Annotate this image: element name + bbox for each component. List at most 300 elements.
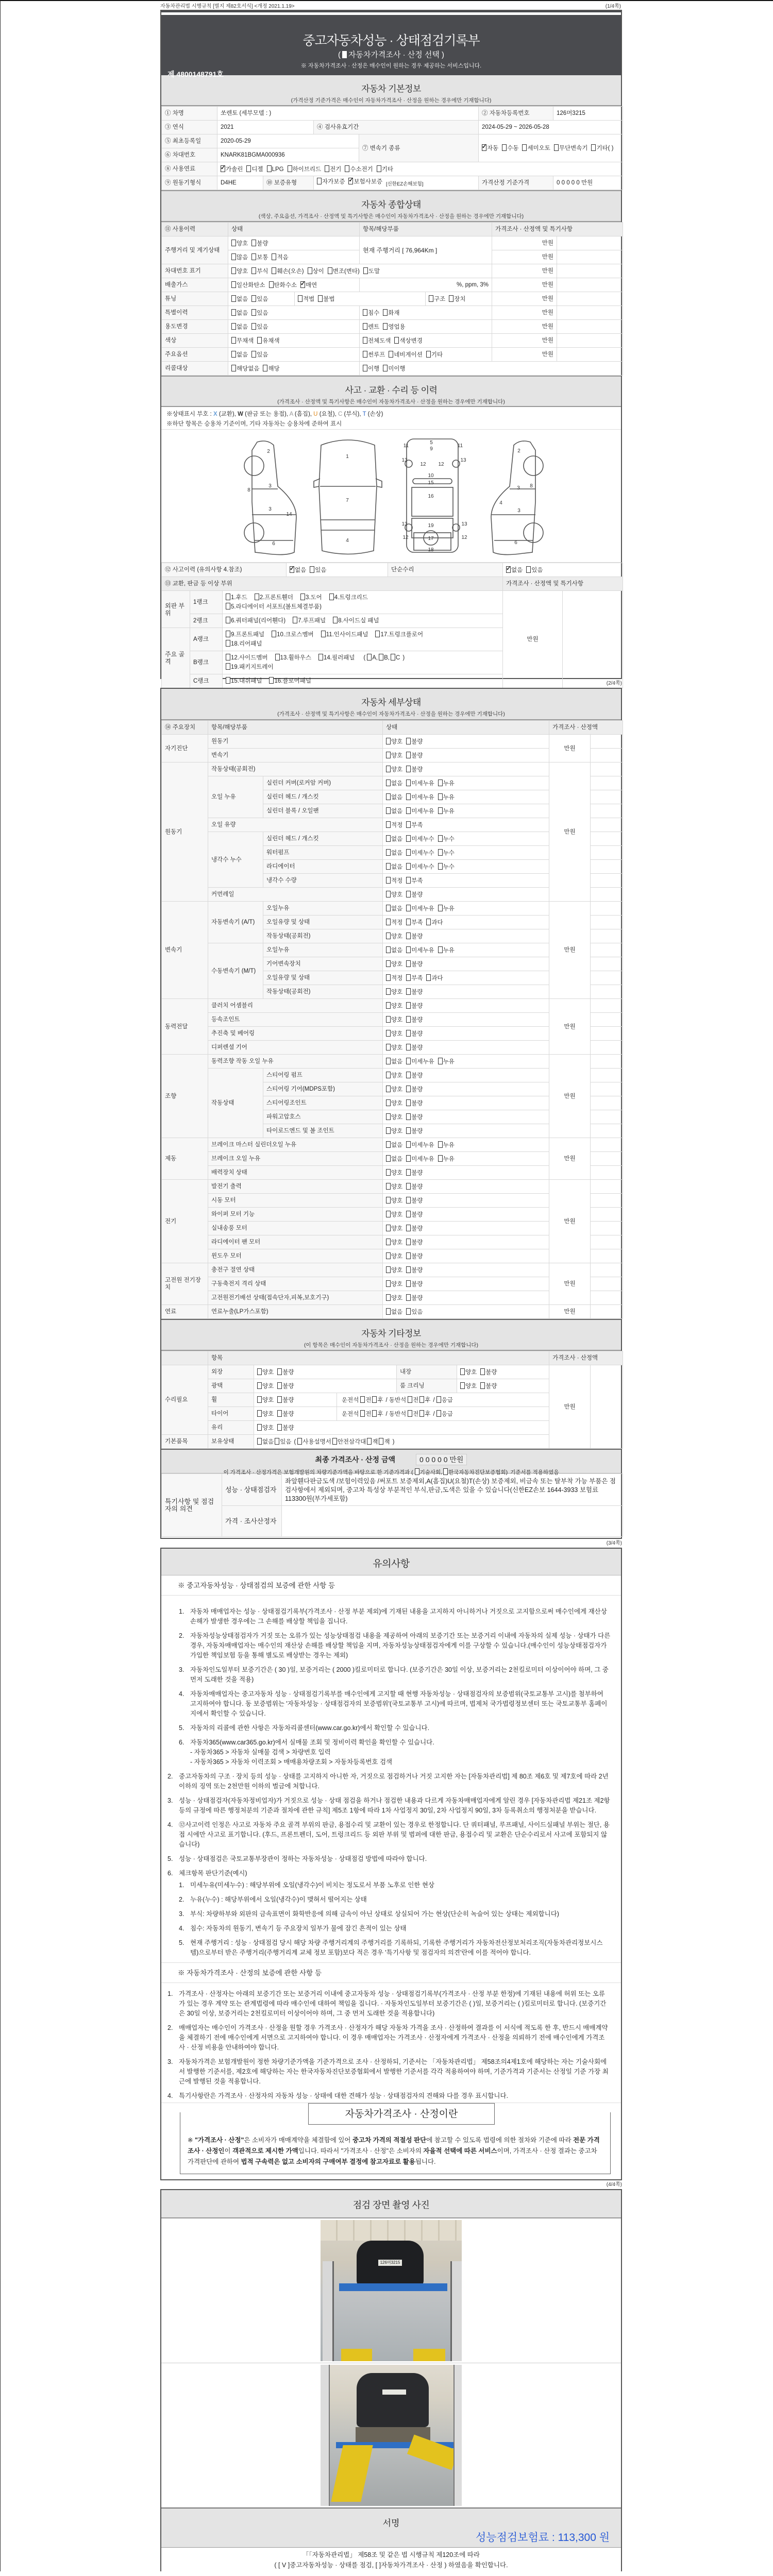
checkbox-option[interactable] bbox=[386, 836, 402, 842]
checkbox[interactable] bbox=[406, 766, 411, 772]
checkbox[interactable] bbox=[325, 165, 329, 172]
checkbox[interactable] bbox=[363, 337, 367, 344]
checkbox[interactable] bbox=[406, 933, 411, 939]
checkbox-option[interactable] bbox=[408, 1411, 418, 1417]
checkbox-option[interactable] bbox=[290, 567, 306, 573]
checkbox[interactable] bbox=[386, 1113, 391, 1120]
checkbox[interactable] bbox=[415, 1468, 419, 1475]
checkbox-option[interactable] bbox=[367, 1439, 378, 1445]
checkbox[interactable] bbox=[226, 640, 230, 647]
checkbox-option[interactable] bbox=[277, 1425, 294, 1431]
part-checkbox[interactable] bbox=[226, 618, 285, 624]
checkbox-option[interactable] bbox=[406, 781, 434, 787]
checkbox[interactable] bbox=[288, 165, 292, 172]
checkbox-option[interactable] bbox=[257, 1383, 274, 1389]
checkbox-option[interactable] bbox=[386, 1309, 402, 1315]
checkbox-option[interactable] bbox=[251, 310, 268, 316]
checkbox[interactable] bbox=[298, 295, 303, 302]
checkbox[interactable] bbox=[386, 1280, 391, 1287]
checkbox-option[interactable] bbox=[277, 1369, 294, 1376]
checkbox-option[interactable] bbox=[406, 1087, 423, 1093]
checkbox[interactable] bbox=[231, 267, 236, 274]
checkbox-option[interactable] bbox=[246, 166, 263, 173]
checkbox-option[interactable] bbox=[360, 1411, 371, 1417]
checkbox-option[interactable] bbox=[386, 808, 402, 815]
checkbox[interactable] bbox=[277, 1410, 282, 1417]
checkbox-option[interactable] bbox=[415, 1469, 443, 1476]
checkbox-option[interactable] bbox=[277, 1397, 294, 1403]
checkbox[interactable] bbox=[383, 309, 388, 316]
checkbox-option[interactable] bbox=[386, 1073, 402, 1079]
checkbox[interactable] bbox=[438, 905, 443, 911]
checkbox-option[interactable] bbox=[438, 1142, 455, 1148]
checkbox[interactable] bbox=[300, 594, 305, 600]
checkbox[interactable] bbox=[386, 877, 391, 884]
checkbox[interactable] bbox=[363, 267, 368, 274]
checkbox-option[interactable] bbox=[298, 296, 314, 302]
checkbox[interactable] bbox=[406, 849, 411, 856]
checkbox-option[interactable] bbox=[251, 352, 268, 358]
checkbox-option[interactable] bbox=[406, 1198, 423, 1204]
checkbox[interactable] bbox=[277, 1396, 282, 1403]
checkbox-option[interactable] bbox=[506, 567, 523, 573]
checkbox-option[interactable] bbox=[406, 1309, 423, 1315]
checkbox[interactable] bbox=[480, 1382, 485, 1389]
checkbox[interactable] bbox=[438, 1141, 443, 1148]
checkbox-option[interactable] bbox=[406, 808, 434, 815]
checkbox-option[interactable] bbox=[426, 920, 443, 926]
checkbox-option[interactable] bbox=[367, 655, 378, 661]
checkbox[interactable] bbox=[438, 849, 443, 856]
checkbox[interactable] bbox=[386, 863, 391, 870]
checkbox[interactable] bbox=[591, 144, 596, 151]
checkbox[interactable] bbox=[386, 1127, 391, 1134]
checkbox-option[interactable] bbox=[231, 268, 248, 275]
checkbox[interactable] bbox=[379, 654, 383, 660]
checkbox[interactable] bbox=[363, 309, 367, 316]
checkbox-option[interactable] bbox=[406, 1059, 434, 1065]
checkbox[interactable] bbox=[226, 654, 230, 660]
checkbox-option[interactable] bbox=[263, 366, 279, 372]
checkbox[interactable] bbox=[386, 1002, 391, 1009]
checkbox-option[interactable] bbox=[377, 166, 393, 173]
checkbox-option[interactable] bbox=[318, 296, 334, 302]
checkbox[interactable] bbox=[251, 240, 256, 246]
checkbox[interactable] bbox=[386, 766, 391, 772]
checkbox[interactable] bbox=[367, 1438, 372, 1445]
checkbox[interactable] bbox=[389, 351, 393, 358]
checkbox-option[interactable] bbox=[267, 166, 284, 173]
part-checkbox[interactable] bbox=[321, 632, 368, 638]
checkbox-option[interactable] bbox=[406, 822, 423, 828]
checkbox-option[interactable] bbox=[231, 241, 248, 247]
checkbox-option[interactable] bbox=[406, 1184, 423, 1190]
checkbox[interactable] bbox=[328, 267, 332, 274]
checkbox[interactable] bbox=[438, 793, 443, 800]
checkbox[interactable] bbox=[386, 1197, 391, 1204]
checkbox-option[interactable] bbox=[386, 1240, 402, 1246]
checkbox-option[interactable] bbox=[251, 324, 268, 330]
checkbox[interactable] bbox=[406, 905, 411, 911]
checkbox[interactable] bbox=[257, 1382, 262, 1389]
checkbox-option[interactable] bbox=[406, 1045, 423, 1051]
checkbox-option[interactable] bbox=[272, 255, 288, 261]
checkbox[interactable] bbox=[386, 1016, 391, 1023]
checkbox-option[interactable] bbox=[438, 1059, 455, 1065]
checkbox[interactable] bbox=[438, 863, 443, 870]
checkbox[interactable] bbox=[231, 253, 236, 260]
checkbox-option[interactable] bbox=[480, 1383, 497, 1389]
checkbox-option[interactable] bbox=[419, 1397, 430, 1403]
checkbox-option[interactable] bbox=[460, 1383, 477, 1389]
checkbox[interactable] bbox=[419, 1396, 424, 1403]
checkbox[interactable] bbox=[502, 144, 507, 151]
checkbox[interactable] bbox=[272, 253, 276, 260]
checkbox-option[interactable] bbox=[372, 1411, 383, 1417]
checkbox-option[interactable] bbox=[386, 989, 402, 995]
checkbox[interactable] bbox=[386, 738, 391, 744]
checkbox[interactable] bbox=[231, 365, 236, 371]
checkbox[interactable] bbox=[386, 946, 391, 953]
checkbox[interactable] bbox=[406, 974, 411, 981]
checkbox-option[interactable] bbox=[297, 1439, 331, 1445]
checkbox[interactable] bbox=[360, 1396, 365, 1403]
checkbox[interactable] bbox=[443, 1468, 448, 1475]
checkbox-option[interactable] bbox=[386, 850, 402, 856]
checkbox-option[interactable] bbox=[406, 1100, 423, 1107]
checkbox[interactable] bbox=[438, 1058, 443, 1064]
checkbox[interactable] bbox=[226, 603, 230, 609]
checkbox[interactable] bbox=[318, 295, 323, 302]
checkbox-option[interactable] bbox=[325, 166, 341, 173]
checkbox[interactable] bbox=[429, 295, 433, 302]
checkbox[interactable] bbox=[436, 1410, 441, 1417]
checkbox[interactable] bbox=[406, 793, 411, 800]
checkbox[interactable] bbox=[438, 1155, 443, 1162]
checkbox[interactable] bbox=[383, 365, 388, 371]
checkbox[interactable] bbox=[272, 631, 276, 637]
checkbox[interactable] bbox=[386, 793, 391, 800]
checkbox[interactable] bbox=[408, 1410, 412, 1417]
checkbox[interactable] bbox=[406, 1280, 411, 1287]
checkbox[interactable] bbox=[277, 1382, 282, 1389]
checkbox[interactable] bbox=[386, 835, 391, 842]
checkbox-option[interactable] bbox=[406, 947, 434, 954]
checkbox[interactable] bbox=[386, 1225, 391, 1231]
checkbox[interactable] bbox=[406, 1002, 411, 1009]
checkbox[interactable] bbox=[406, 877, 411, 884]
checkbox-option[interactable] bbox=[310, 567, 326, 573]
checkbox-option[interactable] bbox=[386, 1295, 402, 1301]
checkbox-option[interactable] bbox=[406, 794, 434, 801]
checkbox-option[interactable] bbox=[386, 753, 402, 759]
checkbox-option[interactable] bbox=[251, 296, 268, 302]
checkbox-option[interactable] bbox=[308, 268, 324, 275]
checkbox[interactable] bbox=[231, 323, 236, 330]
checkbox[interactable] bbox=[438, 807, 443, 814]
checkbox[interactable] bbox=[267, 165, 272, 172]
checkbox[interactable] bbox=[386, 1183, 391, 1190]
checkbox-option[interactable] bbox=[383, 310, 399, 316]
checkbox[interactable] bbox=[408, 1396, 412, 1403]
checkbox-option[interactable] bbox=[438, 781, 455, 787]
checkbox-option[interactable] bbox=[386, 1128, 402, 1134]
checkbox[interactable] bbox=[257, 1396, 262, 1403]
checkbox-option[interactable] bbox=[438, 906, 455, 912]
checkbox[interactable] bbox=[426, 974, 431, 981]
checkbox[interactable] bbox=[522, 144, 527, 151]
checkbox[interactable] bbox=[345, 165, 349, 172]
checkbox[interactable] bbox=[367, 654, 372, 660]
checkbox[interactable] bbox=[333, 617, 338, 623]
checkbox[interactable] bbox=[426, 351, 431, 358]
checkbox[interactable] bbox=[251, 309, 256, 316]
checkbox-option[interactable] bbox=[426, 975, 443, 981]
checkbox[interactable] bbox=[406, 835, 411, 842]
part-checkbox[interactable] bbox=[226, 678, 262, 684]
checkbox-option[interactable] bbox=[438, 850, 455, 856]
checkbox-option[interactable] bbox=[363, 338, 391, 344]
checkbox[interactable] bbox=[226, 631, 230, 637]
checkbox-option[interactable] bbox=[386, 1226, 402, 1232]
checkbox[interactable] bbox=[363, 351, 367, 358]
checkbox-option[interactable] bbox=[386, 906, 402, 912]
checkbox-option[interactable] bbox=[406, 1212, 423, 1218]
checkbox-option[interactable] bbox=[386, 947, 402, 954]
checkbox[interactable] bbox=[460, 1382, 465, 1389]
checkbox[interactable] bbox=[310, 566, 314, 573]
checkbox[interactable] bbox=[386, 1239, 391, 1245]
part-checkbox[interactable] bbox=[300, 595, 322, 601]
checkbox[interactable] bbox=[251, 323, 256, 330]
checkbox[interactable] bbox=[386, 807, 391, 814]
checkbox-option[interactable] bbox=[406, 1142, 434, 1148]
checkbox-option[interactable] bbox=[251, 255, 268, 261]
checkbox-option[interactable] bbox=[257, 338, 279, 344]
checkbox[interactable] bbox=[321, 631, 326, 637]
checkbox-option[interactable] bbox=[438, 947, 455, 954]
checkbox[interactable] bbox=[275, 1438, 279, 1445]
checkbox-option[interactable] bbox=[231, 352, 248, 358]
checkbox-option[interactable] bbox=[429, 296, 445, 302]
checkbox-option[interactable] bbox=[386, 934, 402, 940]
checkbox-option[interactable] bbox=[406, 767, 423, 773]
checkbox-option[interactable] bbox=[406, 906, 434, 912]
price-service-checkbox[interactable] bbox=[342, 51, 347, 58]
checkbox-option[interactable] bbox=[363, 310, 379, 316]
checkbox[interactable] bbox=[363, 365, 367, 371]
checkbox-option[interactable] bbox=[406, 1156, 434, 1162]
checkbox-option[interactable] bbox=[406, 864, 434, 870]
checkbox[interactable] bbox=[386, 933, 391, 939]
checkbox-option[interactable] bbox=[231, 338, 254, 344]
checkbox[interactable] bbox=[386, 905, 391, 911]
checkbox-option[interactable] bbox=[251, 268, 268, 275]
checkbox[interactable] bbox=[406, 1155, 411, 1162]
checkbox[interactable] bbox=[526, 566, 531, 573]
checkbox[interactable] bbox=[386, 891, 391, 897]
checkbox-option[interactable] bbox=[386, 1253, 402, 1260]
checkbox-option[interactable] bbox=[522, 145, 550, 151]
checkbox-option[interactable] bbox=[406, 1281, 423, 1287]
checkbox[interactable] bbox=[406, 779, 411, 786]
checkbox[interactable] bbox=[386, 1030, 391, 1037]
checkbox-option[interactable] bbox=[277, 1411, 294, 1417]
checkbox-option[interactable] bbox=[406, 1267, 423, 1274]
checkbox[interactable] bbox=[231, 351, 236, 358]
checkbox-option[interactable] bbox=[406, 850, 434, 856]
checkbox-option[interactable] bbox=[419, 1411, 430, 1417]
checkbox[interactable] bbox=[406, 1183, 411, 1190]
checkbox[interactable] bbox=[231, 240, 236, 246]
checkbox-option[interactable] bbox=[386, 1087, 402, 1093]
checkbox[interactable] bbox=[386, 779, 391, 786]
checkbox[interactable] bbox=[300, 281, 305, 288]
checkbox-option[interactable] bbox=[379, 655, 390, 661]
checkbox[interactable] bbox=[406, 1072, 411, 1078]
checkbox[interactable] bbox=[363, 323, 367, 330]
part-checkbox[interactable] bbox=[255, 595, 293, 601]
checkbox-option[interactable] bbox=[386, 1031, 402, 1037]
checkbox[interactable] bbox=[406, 863, 411, 870]
checkbox[interactable] bbox=[406, 1127, 411, 1134]
checkbox[interactable] bbox=[269, 281, 274, 288]
checkbox-option[interactable] bbox=[436, 1411, 453, 1417]
checkbox-option[interactable] bbox=[275, 1439, 291, 1445]
checkbox-option[interactable] bbox=[363, 268, 380, 275]
checkbox[interactable] bbox=[386, 974, 391, 981]
checkbox[interactable] bbox=[386, 1266, 391, 1273]
checkbox-option[interactable] bbox=[257, 1397, 274, 1403]
checkbox[interactable] bbox=[372, 1396, 377, 1403]
checkbox-option[interactable] bbox=[386, 1198, 402, 1204]
checkbox-option[interactable] bbox=[221, 166, 243, 173]
checkbox[interactable] bbox=[255, 594, 259, 600]
checkbox-option[interactable] bbox=[438, 836, 455, 842]
checkbox-option[interactable] bbox=[554, 145, 588, 151]
checkbox-option[interactable] bbox=[460, 1369, 477, 1376]
checkbox[interactable] bbox=[406, 946, 411, 953]
inspection-photo-rear[interactable] bbox=[321, 2365, 462, 2506]
checkbox-option[interactable] bbox=[386, 1114, 402, 1121]
part-checkbox[interactable] bbox=[333, 618, 379, 624]
checkbox-option[interactable] bbox=[406, 920, 423, 926]
checkbox-option[interactable] bbox=[406, 1295, 423, 1301]
checkbox-option[interactable] bbox=[231, 366, 259, 372]
checkbox[interactable] bbox=[480, 1368, 485, 1375]
checkbox[interactable] bbox=[277, 1424, 282, 1431]
checkbox[interactable] bbox=[386, 1058, 391, 1064]
checkbox[interactable] bbox=[318, 654, 323, 660]
checkbox[interactable] bbox=[386, 849, 391, 856]
checkbox[interactable] bbox=[386, 1099, 391, 1106]
checkbox-option[interactable] bbox=[406, 836, 434, 842]
checkbox[interactable] bbox=[293, 617, 297, 623]
checkbox-option[interactable] bbox=[251, 241, 268, 247]
checkbox-option[interactable] bbox=[386, 1017, 402, 1023]
checkbox[interactable] bbox=[506, 566, 511, 573]
checkbox-option[interactable] bbox=[348, 179, 382, 185]
checkbox[interactable] bbox=[406, 752, 411, 758]
checkbox[interactable] bbox=[438, 946, 443, 953]
checkbox-option[interactable] bbox=[386, 1003, 402, 1009]
checkbox-option[interactable] bbox=[383, 324, 405, 330]
checkbox-option[interactable] bbox=[386, 794, 402, 801]
checkbox[interactable] bbox=[308, 267, 312, 274]
checkbox-option[interactable] bbox=[406, 975, 423, 981]
checkbox-option[interactable] bbox=[328, 268, 360, 275]
checkbox[interactable] bbox=[275, 654, 280, 660]
checkbox-option[interactable] bbox=[269, 282, 297, 289]
checkbox-option[interactable] bbox=[386, 1142, 402, 1148]
checkbox[interactable] bbox=[257, 337, 262, 344]
checkbox-option[interactable] bbox=[386, 920, 402, 926]
checkbox[interactable] bbox=[221, 165, 225, 172]
checkbox-option[interactable] bbox=[406, 1226, 423, 1232]
part-checkbox[interactable] bbox=[318, 655, 355, 661]
checkbox-option[interactable] bbox=[591, 145, 613, 151]
checkbox-option[interactable] bbox=[386, 1100, 402, 1107]
part-checkbox[interactable] bbox=[275, 655, 311, 661]
checkbox[interactable] bbox=[406, 1141, 411, 1148]
checkbox[interactable] bbox=[406, 1030, 411, 1037]
checkbox[interactable] bbox=[406, 1099, 411, 1106]
checkbox[interactable] bbox=[386, 1044, 391, 1050]
part-checkbox[interactable] bbox=[226, 604, 322, 610]
checkbox-option[interactable] bbox=[502, 145, 518, 151]
checkbox[interactable] bbox=[226, 663, 230, 670]
checkbox-option[interactable] bbox=[436, 1397, 453, 1403]
checkbox[interactable] bbox=[438, 779, 443, 786]
checkbox[interactable] bbox=[426, 919, 431, 925]
checkbox[interactable] bbox=[406, 1086, 411, 1092]
checkbox-option[interactable] bbox=[438, 808, 455, 815]
checkbox[interactable] bbox=[226, 677, 230, 684]
checkbox-option[interactable] bbox=[231, 310, 248, 316]
checkbox[interactable] bbox=[251, 295, 256, 302]
checkbox[interactable] bbox=[406, 919, 411, 925]
checkbox[interactable] bbox=[436, 1396, 441, 1403]
checkbox[interactable] bbox=[277, 1368, 282, 1375]
checkbox[interactable] bbox=[406, 1294, 411, 1301]
part-checkbox[interactable] bbox=[269, 678, 311, 684]
checkbox-option[interactable] bbox=[406, 1073, 423, 1079]
checkbox[interactable] bbox=[231, 309, 236, 316]
checkbox[interactable] bbox=[386, 752, 391, 758]
checkbox-option[interactable] bbox=[406, 1003, 423, 1009]
checkbox-option[interactable] bbox=[386, 975, 402, 981]
checkbox[interactable] bbox=[386, 821, 391, 828]
checkbox-option[interactable] bbox=[277, 1383, 294, 1389]
checkbox[interactable] bbox=[251, 351, 256, 358]
checkbox[interactable] bbox=[348, 178, 353, 184]
checkbox-option[interactable] bbox=[257, 1411, 274, 1417]
checkbox-option[interactable] bbox=[406, 1240, 423, 1246]
checkbox[interactable] bbox=[257, 1410, 262, 1417]
checkbox[interactable] bbox=[257, 1368, 262, 1375]
checkbox[interactable] bbox=[386, 919, 391, 925]
checkbox[interactable] bbox=[290, 566, 294, 573]
checkbox[interactable] bbox=[377, 165, 381, 172]
checkbox-option[interactable] bbox=[406, 1031, 423, 1037]
checkbox[interactable] bbox=[386, 1141, 391, 1148]
checkbox[interactable] bbox=[332, 1438, 337, 1445]
checkbox[interactable] bbox=[317, 178, 322, 184]
checkbox-option[interactable] bbox=[438, 1156, 455, 1162]
checkbox-option[interactable] bbox=[383, 366, 405, 372]
checkbox[interactable] bbox=[386, 1155, 391, 1162]
checkbox[interactable] bbox=[406, 807, 411, 814]
